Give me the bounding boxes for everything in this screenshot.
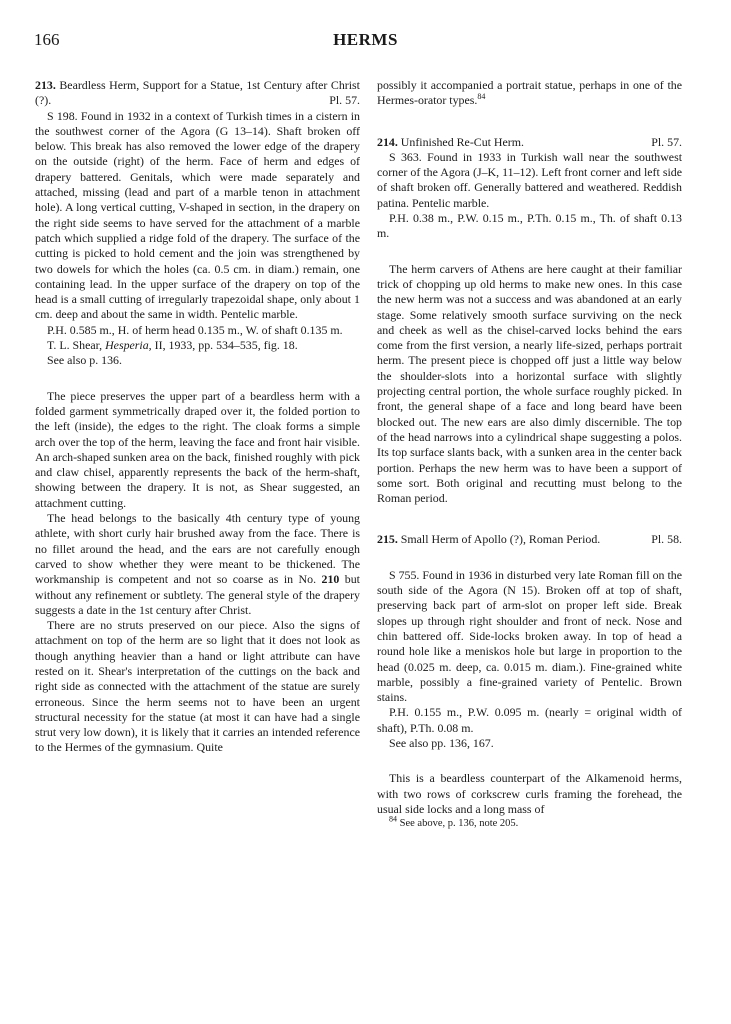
entry-214-paragraph-1: The herm carvers of Athens are here caught at their familiar trick of chopping up old herms to make new ones. In this case the new herm was not a success and was abandoned at an early stage. Some relatively smooth surface surviving on the neck and cheek as well as the chisel-carved locks behind the ears come from the first version, a nearly life-sized, perhaps portrait herm. The present piece is chopped off just a little way below the shoulder-slots into a horizontal surface with slightly projecting central portion, the whole surface roughly picked. In front, the general shape of a face and long beard have been blocked out. The new ears are also dimly discernible. The top of the head narrows into a cylindrical shape suggesting a polos. Its top surface slants back, with a sunken area in the center back portion. Perhaps the new herm was to have been a support of some sort. Both original and recutting must belong to the Roman period. bbox=[377, 261, 682, 506]
entry-214-number: 214. bbox=[377, 134, 398, 149]
bib-author: T. L. Shear, bbox=[47, 338, 103, 353]
bib-rest: II, 1933, pp. 534–535, fig. 18. bbox=[154, 338, 298, 353]
para2-text-a: The head belongs to the basically 4th century type of young athlete, with short curly hair brushed away from the face. There is no fillet around the head, and the ears are not carefully enough carved to show whether they were meant to be thickened. The workmanship is competent and not so coarse as in No. bbox=[35, 511, 360, 587]
entry-213-number: 213. bbox=[35, 78, 56, 92]
continuation-text: possibly it accompanied a portrait statue, perhaps in one of the Hermes-orator types. bbox=[377, 78, 682, 108]
entry-213-paragraph-1: The piece preserves the upper part of a beardless herm with a folded garment symmetrically draped over it, the folded portion to the left (inside), the edges to the right. The cloak forms a simple arch over the top of the herm, leaving the face and front hair visible. An arch-shaped sunken area on the back, finished roughly with pick and claw chisel, apparently represents the back of the herm-shaft, showing between the drapery. It is not, as Shear suggested, an attachment cutting. bbox=[35, 388, 360, 510]
entry-213-dimensions: P.H. 0.585 m., H. of herm head 0.135 m., W. of shaft 0.135 m. bbox=[47, 322, 343, 337]
entry-213-description: S 198. Found in 1932 in a context of Turkish times in a cistern in the southwest corner of the Agora (G 13–14). Shaft broken off below. This break has also removed the lower edge of the drapery on the outside (right) of the herm. Face of herm and edges of drapery battered. Genitals, which were made separately and attached, missing (lead and part of a marble tenon in attachment hole). A long vertical cutting, V-shaped in section, in the drapery on the right side seems to have served for the attachment of a marble patch which supplied a ridge fold of the drapery. The surface of the cutting is picked to hold cement and the join was strengthened by two dowels for which the holes (ca. 0.5 cm. in diam.) remain, one containing lead. In the upper surface of the drapery on top of the head is a small cutting of irregularly trapezoidal shape, only about 1 cm. deep and about the same in width. Pentelic marble. bbox=[35, 108, 360, 322]
entry-214-plate: Pl. 57. bbox=[651, 134, 682, 149]
entry-214-description: S 363. Found in 1933 in Turkish wall near the southwest corner of the Agora (J–K, 11–12). Left front corner and left side of shaft broken off. Generally battered and weathered. Reddish patina. Pentelic marble. bbox=[377, 149, 682, 210]
footnote-marker: 84 bbox=[477, 92, 486, 102]
entry-213-plate: Pl. 57. bbox=[329, 93, 360, 108]
right-column bbox=[377, 78, 682, 830]
entry-215-paragraph-1: This is a beardless counterpart of the Alkamenoid herms, with two rows of corkscrew curls framing the forehead, the usual side locks and a long mass of bbox=[377, 771, 682, 816]
entry-213-see-also: See also p. 136. bbox=[47, 353, 122, 368]
entry-214-heading bbox=[377, 135, 682, 150]
entry-213-bibliography bbox=[35, 338, 360, 353]
footnote-text: See above, p. 136, note 205. bbox=[399, 818, 519, 830]
page-number: 166 bbox=[34, 30, 60, 49]
entry-215-description: S 755. Found in 1936 in disturbed very late Roman fill on the south side of the Agora (N 15). Broken off at top of shaft, preserving back part of arm-slot on proper left side. Break slopes up through right shoulder and front of neck. Nose and chin battered off. Side-locks broken away. In top of head a round hole like a meniskos hole but large in proportion to the head (0.025 m. deep, ca. 0.015 m. diam.). Fine-grained white marble, possibly a fine-grained variety of Pentelic. Brown stains. bbox=[377, 567, 682, 705]
entry-215-number: 215. bbox=[377, 532, 398, 547]
entry-214-title: Unfinished Re-Cut Herm. bbox=[400, 134, 524, 149]
bib-journal: Hesperia, bbox=[105, 338, 152, 353]
footnote bbox=[377, 814, 682, 830]
para2-text-b: but without any refinement or subtlety. The general style of the drapery suggests a date in the 1st century after Christ. bbox=[35, 572, 360, 617]
entry-213-paragraph-2 bbox=[35, 511, 360, 618]
footnote-number: 84 bbox=[389, 814, 397, 824]
entry-213-paragraph-3: There are no struts preserved on our piece. Also the signs of attachment on top of the herm are so light that it does not look as though anything heavier than a hand or light attribute can have rested on it. Shear's interpretation of the cuttings on the back and right side as connected with the attachment of the statue are surely erroneous. Since the herm seems not to have been an urgent structural necessity for the statue (at most it can have had a single strut very low down), it is likely that it carries an intended reference to the Hermes of the gymnasium. Quite bbox=[35, 618, 360, 755]
entry-215-dimensions: P.H. 0.155 m., P.W. 0.095 m. (nearly = original width of shaft), P.Th. 0.08 m. bbox=[377, 705, 682, 735]
entry-213-title: Beardless Herm, Support for a Statue, 1st Century after Christ (?). bbox=[35, 78, 360, 108]
entry-214-dimensions: P.H. 0.38 m., P.W. 0.15 m., P.Th. 0.15 m., Th. of shaft 0.13 m. bbox=[377, 211, 682, 241]
cross-ref-210: 210 bbox=[321, 572, 340, 587]
entry-213-continuation bbox=[377, 78, 682, 109]
left-column bbox=[35, 78, 360, 756]
entry-213-heading bbox=[35, 78, 360, 109]
entry-215-see-also: See also pp. 136, 167. bbox=[389, 735, 494, 750]
entry-215-heading bbox=[377, 532, 682, 547]
entry-215-title: Small Herm of Apollo (?), Roman Period. bbox=[400, 532, 601, 547]
entry-215-plate: Pl. 58. bbox=[651, 532, 682, 547]
running-title: HERMS bbox=[333, 30, 398, 49]
